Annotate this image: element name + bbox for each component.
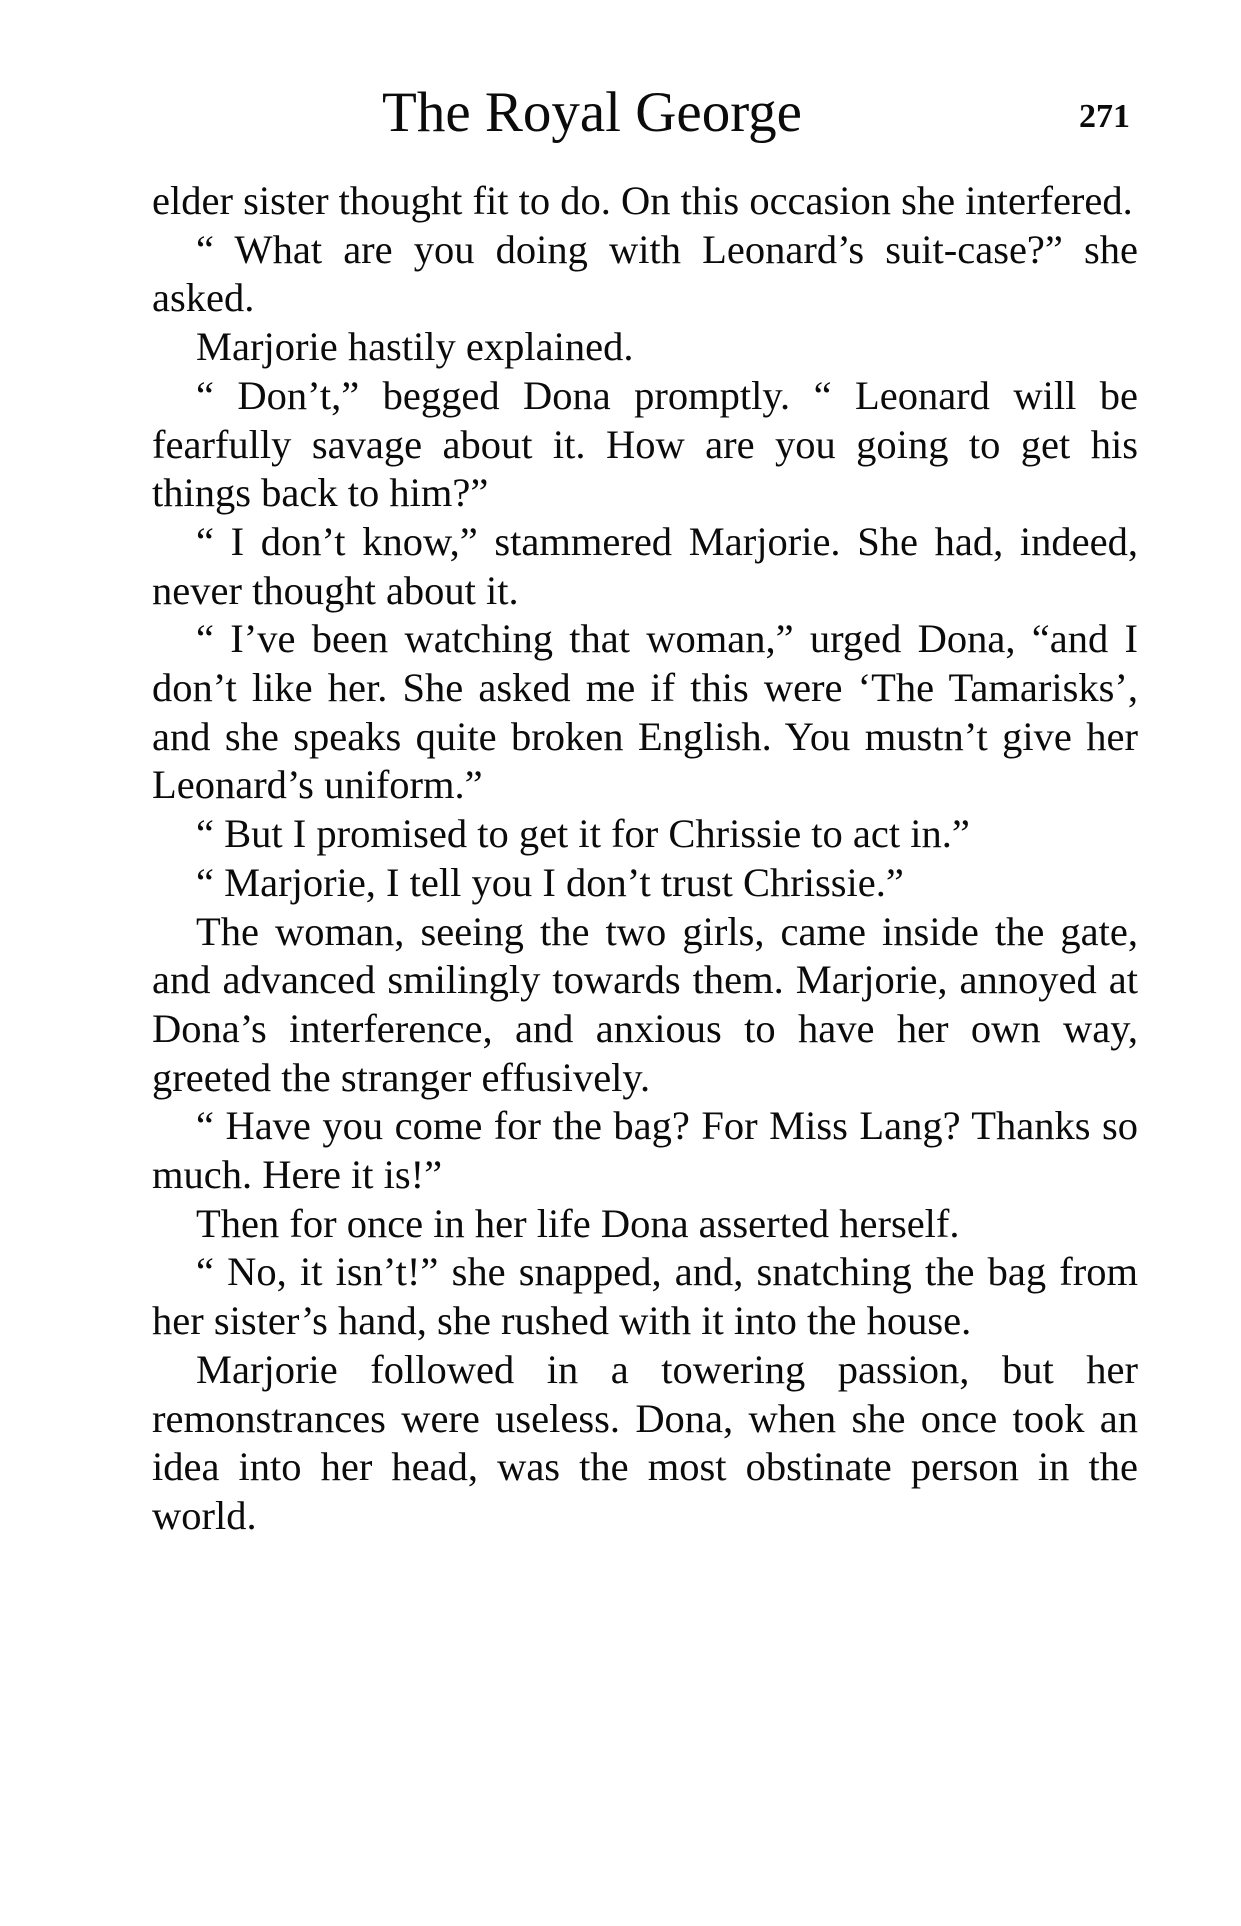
paragraph: “ Marjorie, I tell you I don’t trust Chrissie.”	[196, 859, 904, 905]
body-text	[152, 177, 1138, 1541]
page-number: 271	[1079, 98, 1130, 135]
paragraph: “ Have you come for the bag? For Miss Lang? Thanks so much. Here it is!”	[152, 1103, 1138, 1198]
running-title: The Royal George	[382, 81, 802, 144]
paragraph: “ I don’t know,” stammered Marjorie. She had, indeed, never thought about it.	[152, 518, 1138, 613]
page-header	[150, 78, 1140, 148]
paragraph: “ I’ve been watching that woman,” urged Dona, “and I don’t like her. She asked me if this were ‘The Tamarisks’, and she speaks quite broken English. You mustn’t give her Leonard’s uniform.”	[152, 616, 1138, 808]
paragraph: “ Don’t,” begged Dona promptly. “ Leonard will be fearfully savage about it. How are you going to get his things back to him?”	[152, 372, 1138, 516]
paragraph: “ No, it isn’t!” she snapped, and, snatching the bag from her sister’s hand, she rushed with it into the house.	[152, 1249, 1138, 1344]
paragraph: Marjorie hastily explained.	[196, 324, 634, 370]
paragraph: Then for once in her life Dona asserted herself.	[196, 1200, 960, 1246]
paragraph: elder sister thought fit to do. On this occasion she interfered.	[152, 178, 1133, 223]
paragraph: “ What are you doing with Leonard’s suit-case?” she asked.	[152, 226, 1138, 321]
paragraph: “ But I promised to get it for Chrissie to act in.”	[196, 811, 970, 857]
paragraph: Marjorie followed in a towering passion, but her remonstrances were useless. Dona, when she once took an idea into her head, was the most obstinate person in the world.	[152, 1346, 1138, 1538]
paragraph: The woman, seeing the two girls, came inside the gate, and advanced smilingly towards them. Marjorie, annoyed at Dona’s interference, and anxious to have her own way, greeted the stranger effusively.	[152, 908, 1138, 1100]
